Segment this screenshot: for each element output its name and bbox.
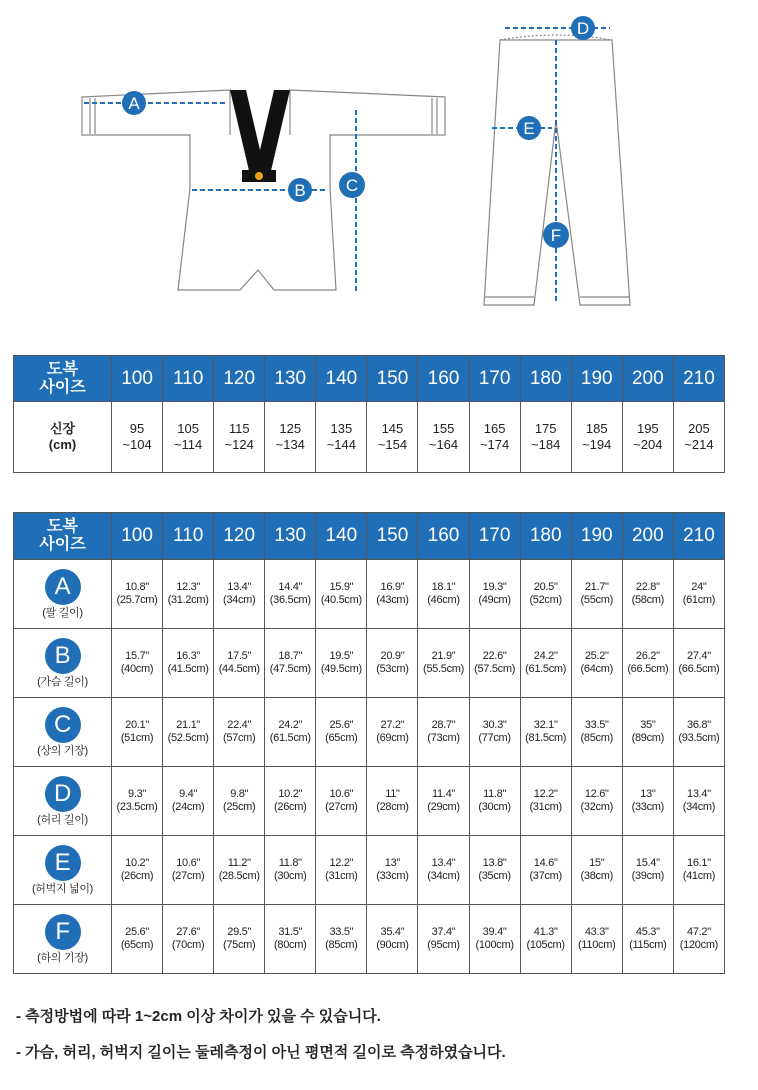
cm-value: (37cm) <box>529 870 562 882</box>
inch-value: 39.4" <box>482 926 507 938</box>
inch-value: 12.2" <box>533 788 558 800</box>
measure-cell-160 <box>418 767 469 836</box>
measure-cell-100 <box>112 905 163 974</box>
emblem-icon <box>255 172 263 180</box>
size-header-140: 140 <box>316 356 367 402</box>
measure-desc: (하의 기장) <box>37 951 88 964</box>
cm-value: (115cm) <box>629 939 667 951</box>
size-header-140: 140 <box>316 513 367 560</box>
badge-f-label: F <box>550 226 562 245</box>
inch-value: 22.4" <box>227 719 252 731</box>
inch-value: 13.8" <box>482 857 507 869</box>
size-header-150: 150 <box>367 513 418 560</box>
cm-value: (41cm) <box>682 870 716 882</box>
measure-desc: (상의 기장) <box>37 744 88 757</box>
cm-value: (73cm) <box>427 732 460 744</box>
measure-cell-210 <box>673 698 724 767</box>
measure-cell-190 <box>571 560 622 629</box>
cm-value: (81.5cm) <box>525 732 567 744</box>
measure-cell-150 <box>367 698 418 767</box>
measure-cell-110 <box>163 698 214 767</box>
measure-cell-180 <box>520 767 571 836</box>
inch-value: 43.3" <box>584 926 609 938</box>
cm-value: (66.5cm) <box>678 663 720 675</box>
inch-value: 10.6" <box>176 857 201 869</box>
cm-value: (31.2cm) <box>167 594 209 606</box>
measure-cell-200 <box>622 905 673 974</box>
inch-value: 35.4" <box>380 926 405 938</box>
cm-value: (52cm) <box>529 594 562 606</box>
size-header-170: 170 <box>469 513 520 560</box>
cm-value: (55cm) <box>580 594 613 606</box>
badge-d-label: D <box>576 19 590 38</box>
cm-value: (30cm) <box>274 870 307 882</box>
measure-cell-110 <box>163 905 214 974</box>
height-cell-100: 95 ~104 <box>112 402 163 473</box>
size-header-100: 100 <box>112 356 163 402</box>
cm-value: (25cm) <box>222 801 256 813</box>
measure-cell-130 <box>265 836 316 905</box>
cm-value: (69cm) <box>376 732 409 744</box>
measure-cell-150 <box>367 836 418 905</box>
measure-cell-190 <box>571 836 622 905</box>
cm-value: (29cm) <box>427 801 460 813</box>
height-table-row <box>14 402 725 473</box>
size-header-160: 160 <box>418 513 469 560</box>
measure-cell-210 <box>673 560 724 629</box>
cm-value: (85cm) <box>580 732 613 744</box>
measure-row-d <box>14 767 725 836</box>
cm-value: (66.5cm) <box>627 663 669 675</box>
inch-value: 31.5" <box>278 926 303 938</box>
inch-value: 35" <box>640 719 656 731</box>
measure-row-label <box>14 629 112 698</box>
cm-value: (53cm) <box>376 663 409 675</box>
inch-value: 16.3" <box>176 650 201 662</box>
inch-value: 11.2" <box>227 857 251 869</box>
inch-value: 21.7" <box>584 581 609 593</box>
badge-e-label: E <box>523 119 535 138</box>
cm-value: (57.5cm) <box>474 663 516 675</box>
inch-value: 24" <box>691 581 707 593</box>
note-flat-measurement: - 가슴, 허리, 허벅지 길이는 둘레측정이 아닌 평면적 길이로 측정하였습니다. <box>16 1044 506 1061</box>
measure-cell-120 <box>214 767 265 836</box>
inch-value: 13.4" <box>227 581 252 593</box>
inch-value: 10.2" <box>125 857 149 869</box>
cm-value: (31cm) <box>529 801 562 813</box>
measure-cell-130 <box>265 560 316 629</box>
size-header-130: 130 <box>265 356 316 402</box>
inch-value: 21.9" <box>431 650 456 662</box>
badge-a-label: A <box>128 94 140 113</box>
measurement-table <box>13 512 725 974</box>
measure-cell-200 <box>622 836 673 905</box>
cm-value: (52.5cm) <box>167 732 209 744</box>
inch-value: 20.1" <box>125 719 149 731</box>
cm-value: (33cm) <box>376 870 409 882</box>
cm-value: (49.5cm) <box>320 663 362 675</box>
cm-value: (26cm) <box>120 870 154 882</box>
measure-cell-140 <box>316 905 367 974</box>
size-header-200: 200 <box>622 513 673 560</box>
height-size-table <box>13 355 725 473</box>
measure-cell-110 <box>163 629 214 698</box>
measure-cell-200 <box>622 698 673 767</box>
inch-value: 13" <box>384 857 401 869</box>
cm-value: (47.5cm) <box>269 663 311 675</box>
inch-value: 27.6" <box>176 926 201 938</box>
inch-value: 32.1" <box>533 719 558 731</box>
inch-value: 25.6" <box>125 926 149 938</box>
measure-table-header <box>14 513 725 560</box>
height-cell-110: 105 ~114 <box>163 402 214 473</box>
measure-cell-110 <box>163 767 214 836</box>
cm-value: (28.5cm) <box>218 870 260 882</box>
measure-desc: (허리 길이) <box>37 813 88 826</box>
size-header-110: 110 <box>163 356 214 402</box>
inch-value: 20.5" <box>533 581 558 593</box>
measure-cell-140 <box>316 560 367 629</box>
height-cell-190: 185 ~194 <box>571 402 622 473</box>
measure-row-label <box>14 698 112 767</box>
note-measurement-variance: - 측정방법에 따라 1~2cm 이상 차이가 있을 수 있습니다. <box>16 1008 381 1025</box>
measure-row-label <box>14 836 112 905</box>
measure-row-a <box>14 560 725 629</box>
cm-value: (65cm) <box>325 732 358 744</box>
inch-value: 9.8" <box>230 788 249 800</box>
measure-row-label <box>14 767 112 836</box>
cm-value: (43cm) <box>376 594 409 606</box>
measure-cell-180 <box>520 698 571 767</box>
measure-cell-140 <box>316 767 367 836</box>
size-header-150: 150 <box>367 356 418 402</box>
inch-value: 29.5" <box>227 926 252 938</box>
measure-cell-120 <box>214 629 265 698</box>
cm-value: (40.5cm) <box>320 594 362 606</box>
cm-value: (65cm) <box>120 939 154 951</box>
measure-cell-130 <box>265 905 316 974</box>
cm-value: (105cm) <box>526 939 565 951</box>
cm-value: (34cm) <box>682 801 716 813</box>
size-header-120: 120 <box>214 513 265 560</box>
inch-value: 18.1" <box>431 581 456 593</box>
inch-value: 16.9" <box>380 581 405 593</box>
cm-value: (33cm) <box>631 801 665 813</box>
measure-cell-150 <box>367 767 418 836</box>
measure-cell-120 <box>214 698 265 767</box>
measure-cell-150 <box>367 629 418 698</box>
cm-value: (27cm) <box>171 870 205 882</box>
inch-value: 11.4" <box>432 788 455 800</box>
inch-value: 14.4" <box>278 581 303 593</box>
cm-value: (31cm) <box>325 870 358 882</box>
inch-value: 10.2" <box>278 788 303 800</box>
inch-value: 47.2" <box>687 926 711 938</box>
cm-value: (32cm) <box>580 801 613 813</box>
inch-value: 17.5" <box>227 650 252 662</box>
measure-header-label: 도복 사이즈 <box>14 513 112 560</box>
measure-cell-210 <box>673 629 724 698</box>
inch-value: 11.8" <box>278 857 302 869</box>
inch-value: 12.3" <box>176 581 201 593</box>
height-cell-210: 205 ~214 <box>673 402 724 473</box>
size-header-180: 180 <box>520 513 571 560</box>
cm-value: (61cm) <box>682 594 716 606</box>
cm-value: (26cm) <box>274 801 307 813</box>
cm-value: (80cm) <box>274 939 307 951</box>
inch-value: 12.2" <box>329 857 354 869</box>
cm-value: (51cm) <box>120 732 154 744</box>
size-header-120: 120 <box>214 356 265 402</box>
measure-cell-130 <box>265 698 316 767</box>
measure-row-label <box>14 560 112 629</box>
inch-value: 15.7" <box>125 650 149 662</box>
cm-value: (36.5cm) <box>269 594 311 606</box>
letter-badge-icon: F <box>45 914 81 950</box>
measure-row-b <box>14 629 725 698</box>
height-cell-200: 195 ~204 <box>622 402 673 473</box>
cm-value: (93.5cm) <box>678 732 720 744</box>
inch-value: 9.3" <box>128 788 147 800</box>
inch-value: 12.6" <box>584 788 609 800</box>
measure-cell-200 <box>622 629 673 698</box>
cm-value: (28cm) <box>376 801 409 813</box>
measure-cell-170 <box>469 905 520 974</box>
measure-cell-110 <box>163 836 214 905</box>
measure-cell-170 <box>469 629 520 698</box>
measure-cell-180 <box>520 560 571 629</box>
inch-value: 15.4" <box>635 857 660 869</box>
inch-value: 19.3" <box>482 581 507 593</box>
inch-value: 9.4" <box>179 788 198 800</box>
measure-cell-190 <box>571 767 622 836</box>
measure-row-e <box>14 836 725 905</box>
measure-cell-190 <box>571 629 622 698</box>
measure-cell-140 <box>316 629 367 698</box>
measure-cell-180 <box>520 836 571 905</box>
measure-cell-210 <box>673 905 724 974</box>
inch-value: 21.1" <box>176 719 201 731</box>
height-cell-150: 145 ~154 <box>367 402 418 473</box>
cm-value: (40cm) <box>120 663 154 675</box>
measure-cell-120 <box>214 905 265 974</box>
measure-desc: (팔 길이) <box>42 606 83 619</box>
letter-badge-icon: C <box>45 707 81 743</box>
badge-b-label: B <box>294 181 306 200</box>
cm-value: (35cm) <box>478 870 511 882</box>
inch-value: 33.5" <box>584 719 609 731</box>
size-header-190: 190 <box>571 356 622 402</box>
inch-value: 27.2" <box>380 719 405 731</box>
inch-value: 11.8" <box>483 788 507 800</box>
height-cell-180: 175 ~184 <box>520 402 571 473</box>
cm-value: (24cm) <box>171 801 205 813</box>
inch-value: 25.6" <box>329 719 354 731</box>
height-cell-160: 155 ~164 <box>418 402 469 473</box>
cm-value: (25.7cm) <box>116 594 158 606</box>
size-header-130: 130 <box>265 513 316 560</box>
measure-row-label <box>14 905 112 974</box>
cm-value: (85cm) <box>325 939 358 951</box>
cm-value: (61.5cm) <box>269 732 311 744</box>
cm-value: (100cm) <box>475 939 514 951</box>
cm-value: (89cm) <box>631 732 665 744</box>
cm-value: (30cm) <box>478 801 511 813</box>
measure-cell-210 <box>673 767 724 836</box>
inch-value: 10.8" <box>125 581 149 593</box>
size-header-210: 210 <box>673 513 724 560</box>
cm-value: (39cm) <box>631 870 665 882</box>
inch-value: 16.1" <box>687 857 711 869</box>
measure-cell-200 <box>622 767 673 836</box>
measure-cell-100 <box>112 836 163 905</box>
measure-cell-110 <box>163 560 214 629</box>
measure-cell-140 <box>316 698 367 767</box>
inch-value: 41.3" <box>533 926 558 938</box>
cm-value: (64cm) <box>580 663 613 675</box>
inch-value: 13" <box>640 788 656 800</box>
cm-value: (58cm) <box>631 594 665 606</box>
cm-value: (61.5cm) <box>525 663 567 675</box>
inch-value: 37.4" <box>431 926 456 938</box>
measure-desc: (허벅지 넓이) <box>31 882 94 895</box>
measure-cell-170 <box>469 836 520 905</box>
cm-value: (46cm) <box>427 594 460 606</box>
badge-c-label: C <box>345 176 359 195</box>
height-cell-120: 115 ~124 <box>214 402 265 473</box>
cm-value: (38cm) <box>580 870 613 882</box>
inch-value: 24.2" <box>533 650 558 662</box>
inch-value: 25.2" <box>584 650 609 662</box>
cm-value: (70cm) <box>171 939 205 951</box>
cm-value: (75cm) <box>222 939 256 951</box>
measure-cell-130 <box>265 767 316 836</box>
size-header-160: 160 <box>418 356 469 402</box>
measure-cell-200 <box>622 560 673 629</box>
measure-cell-160 <box>418 836 469 905</box>
cm-value: (27cm) <box>325 801 358 813</box>
inch-value: 11" <box>385 788 400 800</box>
size-header-170: 170 <box>469 356 520 402</box>
letter-badge-icon: B <box>45 638 81 674</box>
inch-value: 33.5" <box>329 926 354 938</box>
jacket-drawing <box>82 90 445 290</box>
cm-value: (90cm) <box>376 939 409 951</box>
measure-cell-210 <box>673 836 724 905</box>
inch-value: 27.4" <box>687 650 711 662</box>
measure-cell-100 <box>112 698 163 767</box>
inch-value: 45.3" <box>635 926 660 938</box>
measure-cell-130 <box>265 629 316 698</box>
height-cell-130: 125 ~134 <box>265 402 316 473</box>
measure-cell-190 <box>571 698 622 767</box>
letter-badge-icon: D <box>45 776 81 812</box>
height-cell-170: 165 ~174 <box>469 402 520 473</box>
cm-value: (77cm) <box>478 732 511 744</box>
height-cell-140: 135 ~144 <box>316 402 367 473</box>
measure-cell-100 <box>112 629 163 698</box>
size-header-210: 210 <box>673 356 724 402</box>
cm-value: (49cm) <box>478 594 511 606</box>
inch-value: 28.7" <box>431 719 456 731</box>
cm-value: (57cm) <box>222 732 256 744</box>
inch-value: 36.8" <box>687 719 711 731</box>
cm-value: (34cm) <box>427 870 460 882</box>
inch-value: 13.4" <box>687 788 711 800</box>
measure-cell-120 <box>214 836 265 905</box>
measure-cell-170 <box>469 698 520 767</box>
inch-value: 13.4" <box>431 857 456 869</box>
cm-value: (55.5cm) <box>423 663 464 675</box>
measure-row-c <box>14 698 725 767</box>
measure-cell-120 <box>214 560 265 629</box>
measure-cell-170 <box>469 767 520 836</box>
inch-value: 22.8" <box>635 581 660 593</box>
height-table-header <box>14 356 725 402</box>
inch-value: 22.6" <box>482 650 507 662</box>
inch-value: 15.9" <box>329 581 354 593</box>
letter-badge-icon: A <box>45 569 81 605</box>
measure-cell-160 <box>418 698 469 767</box>
inch-value: 14.6" <box>533 857 558 869</box>
cm-value: (44.5cm) <box>218 663 260 675</box>
inch-value: 26.2" <box>635 650 660 662</box>
cm-value: (95cm) <box>427 939 460 951</box>
measure-cell-100 <box>112 560 163 629</box>
measure-cell-190 <box>571 905 622 974</box>
inch-value: 18.7" <box>278 650 303 662</box>
measure-desc: (가슴 길이) <box>37 675 88 688</box>
size-header-180: 180 <box>520 356 571 402</box>
measure-cell-160 <box>418 905 469 974</box>
size-header-100: 100 <box>112 513 163 560</box>
height-header-label: 도복 사이즈 <box>14 356 112 402</box>
inch-value: 24.2" <box>278 719 303 731</box>
measure-cell-170 <box>469 560 520 629</box>
measure-cell-160 <box>418 560 469 629</box>
uniform-diagram <box>0 0 758 330</box>
measure-cell-150 <box>367 560 418 629</box>
inch-value: 10.6" <box>329 788 354 800</box>
cm-value: (23.5cm) <box>116 801 158 813</box>
measure-cell-180 <box>520 905 571 974</box>
measure-cell-140 <box>316 836 367 905</box>
cm-value: (110cm) <box>578 939 616 951</box>
measure-cell-180 <box>520 629 571 698</box>
inch-value: 15" <box>589 857 605 869</box>
height-row-label: 신장 (cm) <box>14 402 112 473</box>
measure-cell-160 <box>418 629 469 698</box>
measure-row-f <box>14 905 725 974</box>
measure-cell-100 <box>112 767 163 836</box>
size-header-190: 190 <box>571 513 622 560</box>
size-header-110: 110 <box>163 513 214 560</box>
inch-value: 19.5" <box>329 650 354 662</box>
cm-value: (120cm) <box>679 939 719 951</box>
size-header-200: 200 <box>622 356 673 402</box>
inch-value: 20.9" <box>380 650 405 662</box>
cm-value: (34cm) <box>222 594 256 606</box>
measure-cell-150 <box>367 905 418 974</box>
inch-value: 30.3" <box>482 719 507 731</box>
letter-badge-icon: E <box>45 845 81 881</box>
cm-value: (41.5cm) <box>167 663 209 675</box>
